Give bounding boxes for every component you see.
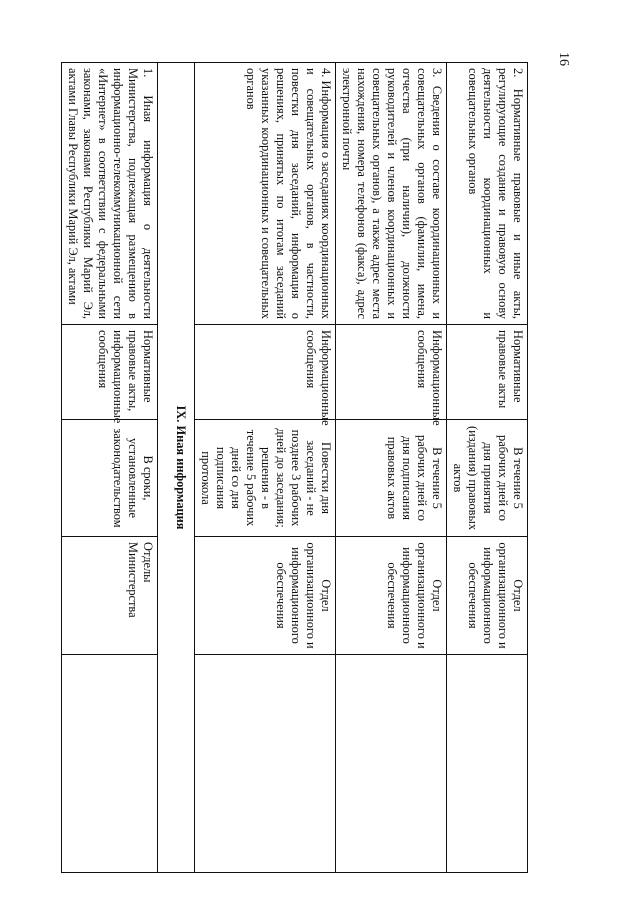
row-timing: В течение 5 рабочих дней со дня принятия (издания) правовых актов xyxy=(447,420,528,537)
row-type: Информационные сообщения xyxy=(195,325,336,420)
page-number: 16 xyxy=(556,52,571,66)
row-description: 2. Нормативные правовые и иные акты, регулирующие создание и правовую основу деятельности координационных и совещательных органов xyxy=(447,63,528,325)
row-responsible: Отдел организационного и информационного обеспечения xyxy=(195,537,336,655)
row-empty-cell xyxy=(62,655,158,873)
row-empty-cell xyxy=(336,655,447,873)
row-type: Нормативные правовые акты xyxy=(447,325,528,420)
table-row xyxy=(336,63,447,873)
table-row xyxy=(447,63,528,873)
section-row xyxy=(158,63,195,873)
table-row xyxy=(62,63,158,873)
rotated-table-container xyxy=(66,62,528,872)
row-description: 4. Информация о заседаниях координационных и совещательных органов, в частности, повестки дня заседаний, информация о решениях, принятых по итогам заседаний указанных координационных и совещательных органов xyxy=(195,63,336,325)
row-responsible: Отдел организационного и информационного обеспечения xyxy=(336,537,447,655)
row-timing: В сроки, установленные законодательством xyxy=(62,420,158,537)
row-description: 3. Сведения о составе координационных и совещательных органов (фамилии, имена, отчества (при наличии), должности руководителей и членов координационных и совещательных органов), а также адрес места нахождения, номера телефонов (факса), адрес электронной почты xyxy=(336,63,447,325)
row-type: Нормативные правовые акты, информационные сообщения xyxy=(62,325,158,420)
row-responsible: Отделы Министерства xyxy=(62,537,158,655)
section-title: IX. Иная информация xyxy=(158,63,195,873)
row-type: Информационные сообщения xyxy=(336,325,447,420)
info-table xyxy=(61,62,528,873)
row-empty-cell xyxy=(447,655,528,873)
row-description: 1. Иная информация о деятельности Министерства, подлежащая размещению в информационно-телекоммуникационной сети «Интернет» в соответствии с федеральными законами, законами Республики Марий Эл, актами Главы Республики Марий Эл, актами xyxy=(62,63,158,325)
row-empty-cell xyxy=(195,655,336,873)
row-timing xyxy=(195,420,336,537)
timing-line: решения - в течение 5 рабочих дней со дня подписания протокола xyxy=(199,429,273,527)
row-responsible: Отдел организационного и информационного обеспечения xyxy=(447,537,528,655)
timing-line: Повестки дня заседаний - не позднее 3 рабочих дней до заседания; xyxy=(274,428,333,528)
row-timing: В течение 5 рабочих дней со дня подписания правовых актов xyxy=(336,420,447,537)
table-row xyxy=(195,63,336,873)
